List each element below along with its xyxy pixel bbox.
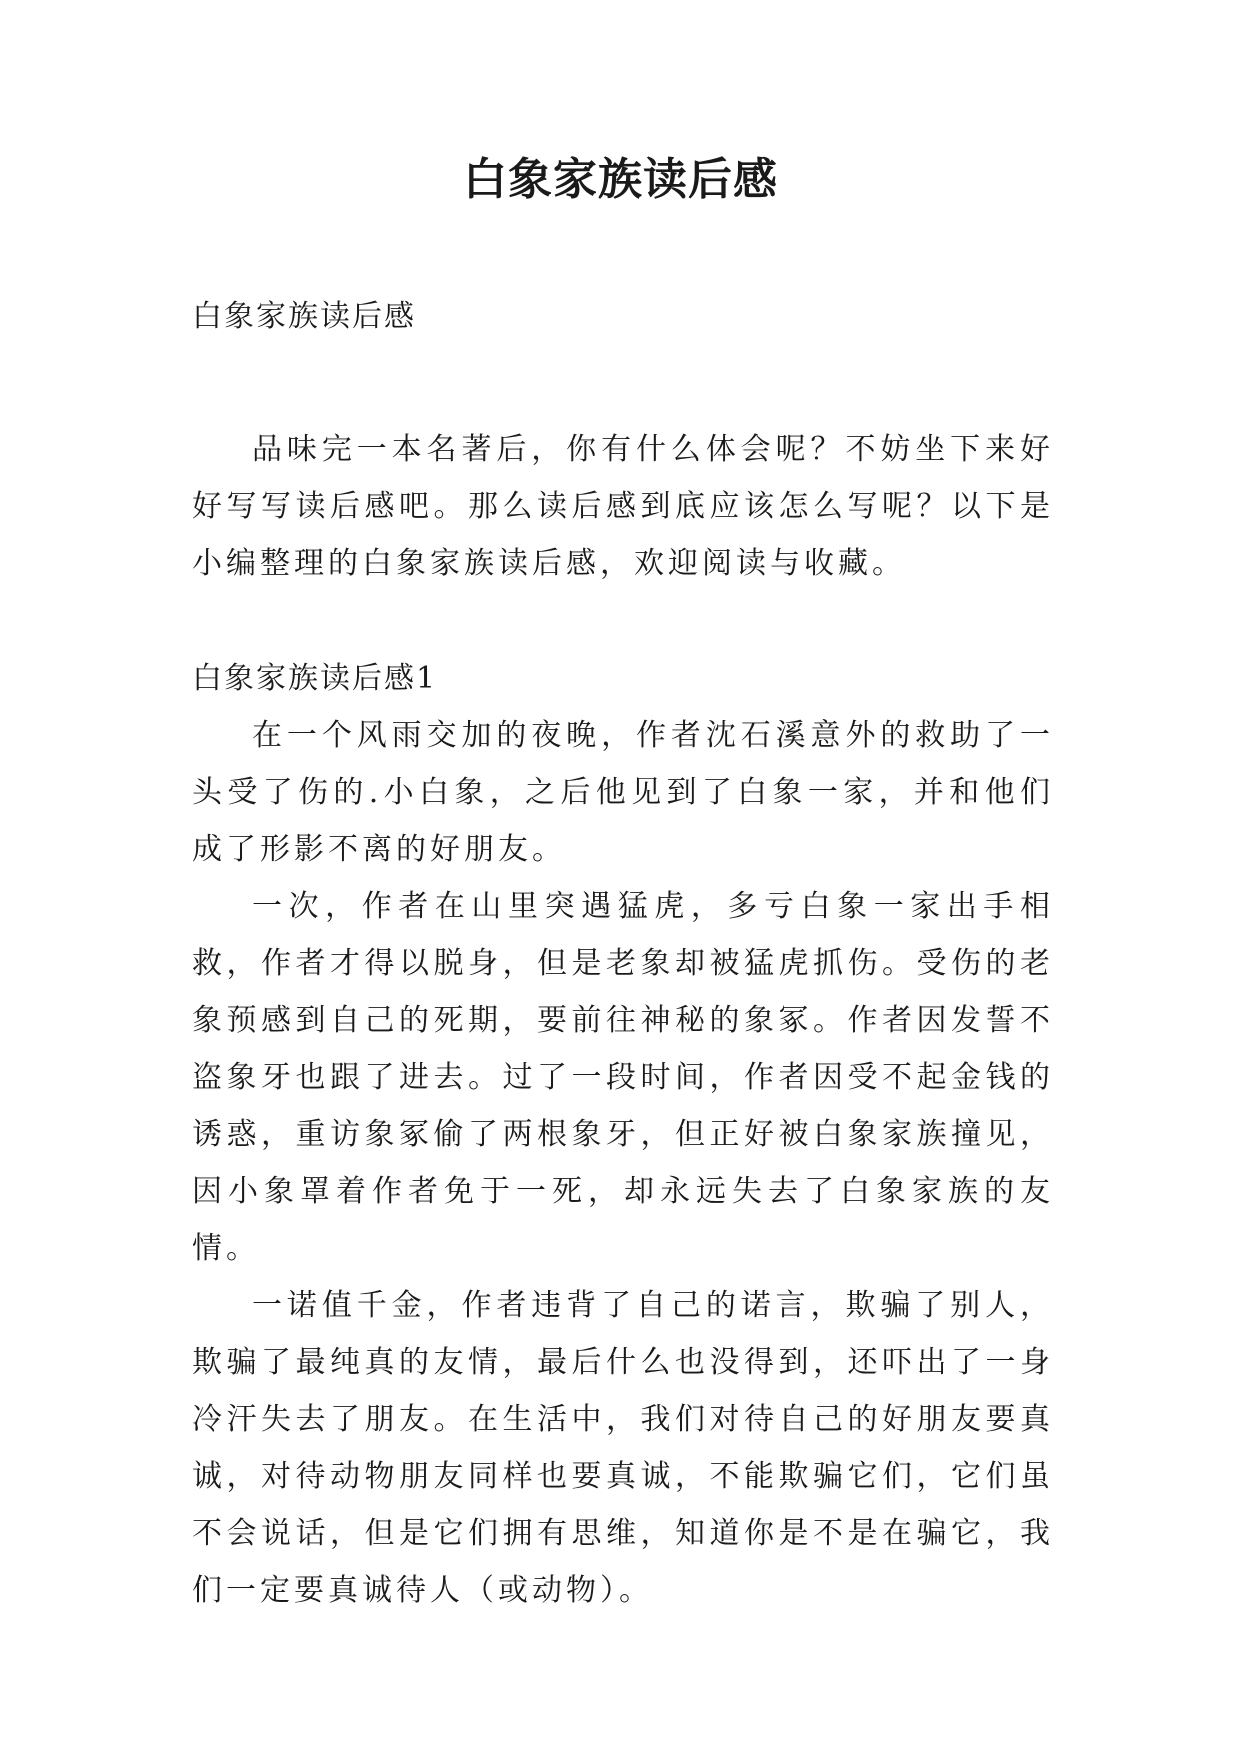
spacer [192,345,1054,421]
body-paragraph: 一次，作者在山里突遇猛虎，多亏白象一家出手相救，作者才得以脱身，但是老象却被猛虎抓伤。受伤的老象预感到自己的死期，要前往神秘的象冢。作者因发誓不盗象牙也跟了进去。过了一段时间，作者因受不起金钱的诱惑，重访象冢偷了两根象牙，但正好被白象家族撞见，因小象罩着作者免于一死，却永远失去了白象家族的友情。 [192,889,1054,1266]
section-heading: 白象家族读后感1 [192,661,438,696]
document-subtitle: 白象家族读后感 [192,299,416,334]
body-paragraph: 在一个风雨交加的夜晚，作者沈石溪意外的救助了一头受了伤的.小白象，之后他见到了白象一家，并和他们成了形影不离的好朋友。 [192,718,1054,867]
page-title: 白象家族读后感 [463,154,778,205]
body-paragraph: 一诺值千金，作者违背了自己的诺言，欺骗了别人，欺骗了最纯真的友情，最后什么也没得到，还吓出了一身冷汗失去了朋友。在生活中，我们对待自己的好朋友要真诚，对待动物朋友同样也要真诚，不能欺骗它们，它们虽不会说话，但是它们拥有思维，知道你是不是在骗它，我们一定要真诚待人（或动物）。 [192,1288,1054,1608]
document-body [192,288,1054,1619]
spacer [192,592,1054,650]
intro-paragraph: 品味完一本名著后，你有什么体会呢？不妨坐下来好好写写读后感吧。那么读后感到底应该怎么写呢？以下是小编整理的白象家族读后感，欢迎阅读与收藏。 [192,432,1054,581]
